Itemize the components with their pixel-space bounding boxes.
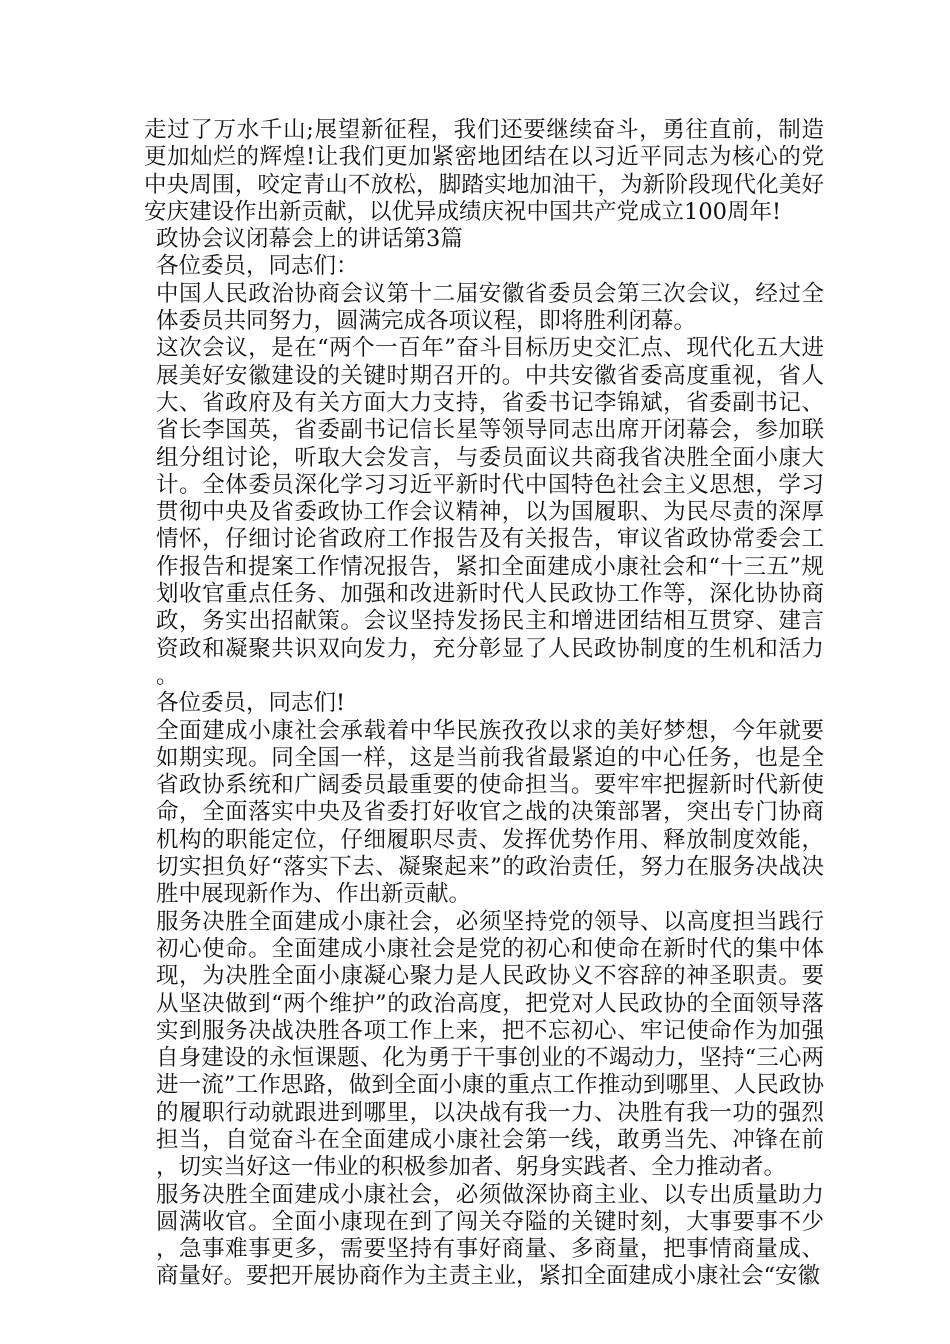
salutation: 各位委员，同志们： bbox=[156, 253, 359, 280]
salutation: 各位委员，同志们! bbox=[156, 690, 346, 717]
paragraph: 全面建成小康社会承载着中华民族孜孜以求的美好梦想，今年就要如期实现。同全国一样，这是当前我省最紧迫的中心任务，也是全省政协系统和广阔委员最重要的使命担当。要牢牢把握新时代新使命，全面落实中央及省委打好收官之战的决策部署，突出专门协商机构的职能定位，仔细履职尽责、发挥优势作用、释放制度效能，切实担负好“落实下去、凝聚起来”的政治责任，努力在服务决战决胜中展现新作为、作出新贡献。 bbox=[156, 717, 824, 908]
section-heading: 政协会议闭幕会上的讲话第3篇 bbox=[156, 226, 463, 253]
document-page bbox=[144, 117, 824, 1291]
paragraph: 服务决胜全面建成小康社会，必须做深协商主业、以专出质量助力圆满收官。全面小康现在到了闯关夺隘的关键时刻，大事要事不少，急事难事更多，需要坚持有事好商量、多商量，把事情商量成、商量好。要把开展协商作为主责主业，紧扣全面建成小康社会“安徽 bbox=[156, 1181, 824, 1290]
paragraph: 服务决胜全面建成小康社会，必须坚持党的领导、以高度担当践行初心使命。全面建成小康社会是党的初心和使命在新时代的集中体现，为决胜全面小康凝心聚力是人民政协义不容辞的神圣职责。要从坚决做到“两个维护”的政治高度，把党对人民政协的全面领导落实到服务决战决胜各项工作上来，把不忘初心、牢记使命作为加强自身建设的永恒课题、化为勇于干事创业的不竭动力，坚持“三心两进一流”工作思路，做到全面小康的重点工作推动到哪里、人民政协的履职行动就跟进到哪里，以决战有我一力、决胜有我一功的强烈担当，自觉奋斗在全面建成小康社会第一线，敢勇当先、冲锋在前，切实当好这一伟业的积极参加者、躬身实践者、全力推动者。 bbox=[156, 908, 824, 1181]
paragraph-closing: 走过了万水千山;展望新征程，我们还要继续奋斗，勇往直前，制造更加灿烂的辉煌!让我们更加紧密地团结在以习近平同志为核心的党中央周围，咬定青山不放松，脚踏实地加油干，为新阶段现代化美好安庆建设作出新贡献，以优异成绩庆祝中国共产党成立100周年! bbox=[144, 117, 824, 225]
paragraph: 中国人民政治协商会议第十二届安徽省委员会第三次会议，经过全体委员共同努力，圆满完成各项议程，即将胜利闭幕。 bbox=[156, 280, 824, 335]
paragraph: 这次会议，是在“两个一百年”奋斗目标历史交汇点、现代化五大进展美好安徽建设的关键时期召开的。中共安徽省委高度重视，省人大、省政府及有关方面大力支持，省委书记李锦斌，省委副书记、省长李国英，省委副书记信长星等领导同志出席开闭幕会，参加联组分组讨论，听取大会发言，与委员面议共商我省决胜全面小康大计。全体委员深化学习习近平新时代中国特色社会主义思想，学习贯彻中央及省委政协工作会议精神，以为国履职、为民尽责的深厚情怀，仔细讨论省政府工作报告及有关报告，审议省政协常委会工作报告和提案工作情况报告，紧扣全面建成小康社会和“十三五”规划收官重点任务、加强和改进新时代人民政协工作等，深化协协商政，务实出招献策。会议坚持发扬民主和增进团结相互贯穿、建言资政和凝聚共识双向发力，充分彰显了人民政协制度的生机和活力。 bbox=[156, 335, 824, 689]
